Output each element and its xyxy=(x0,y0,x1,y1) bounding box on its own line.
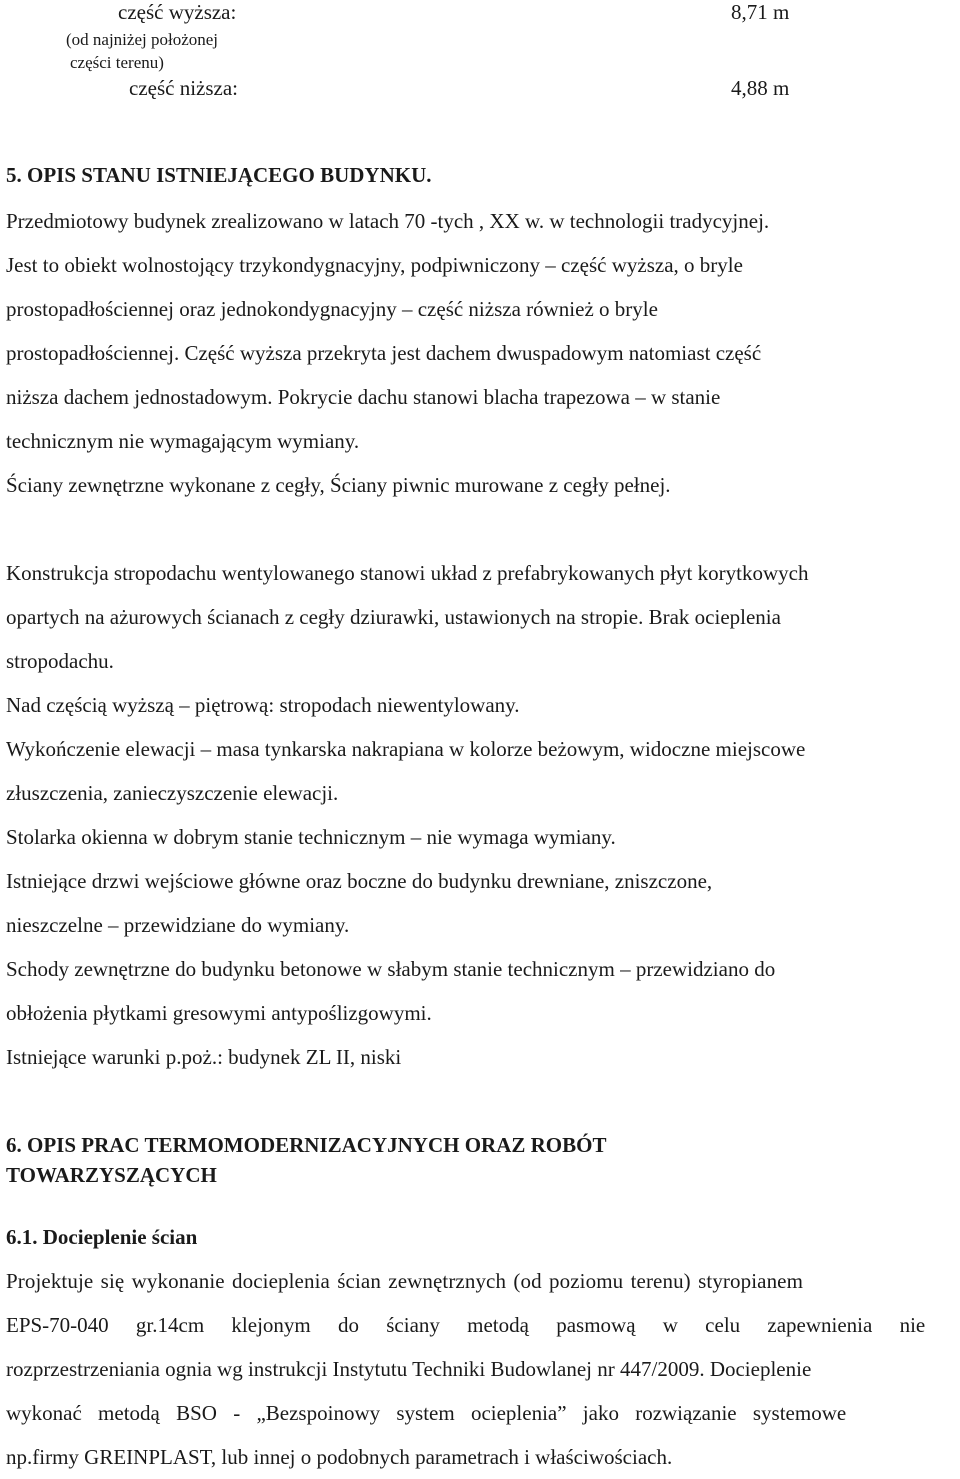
paragraph-line: wykonać metodą BSO - „Bezspoinowy system ocieplenia” jako rozwiązanie systemowe xyxy=(6,1401,847,1425)
paragraph-line: Stolarka okienna w dobrym stanie technicznym – nie wymaga wymiany. xyxy=(6,825,616,849)
paragraph-line: Nad częścią wyższą – piętrową: stropodach niewentylowany. xyxy=(6,693,520,717)
section-5-paragraph-1 xyxy=(6,199,954,507)
paragraph-line: rozprzestrzeniania ognia wg instrukcji Instytutu Techniki Budowlanej nr 447/2009. Docieplenie xyxy=(6,1357,812,1381)
paragraph-line: opartych na ażurowych ścianach z cegły dziurawki, ustawionych na stropie. Brak ocieplenia xyxy=(6,605,781,629)
paragraph-line: technicznym nie wymagającym wymiany. xyxy=(6,429,360,453)
paragraph-line: EPS-70-040 gr.14cm klejonym do ściany metodą pasmową w celu zapewnienia nie xyxy=(6,1313,926,1337)
paragraph-line: złuszczenia, zanieczyszczenie elewacji. xyxy=(6,781,339,805)
paragraph-line: prostopadłościennej oraz jednokondygnacyjny – część niższa również o bryle xyxy=(6,297,658,321)
paragraph-line: Projektuje się wykonanie docieplenia ścian zewnętrznych (od poziomu terenu) styropianem xyxy=(6,1269,804,1293)
upper-part-note-line1: (od najniżej położonej xyxy=(66,30,219,49)
paragraph-line: Wykończenie elewacji – masa tynkarska nakrapiana w kolorze beżowym, widoczne miejscowe xyxy=(6,737,806,761)
paragraph-line: stropodachu. xyxy=(6,649,114,673)
section-5-paragraph-2 xyxy=(6,551,954,1079)
paragraph-line: Przedmiotowy budynek zrealizowano w latach 70 -tych , XX w. w technologii tradycyjnej. xyxy=(6,209,770,233)
section-6-1-subheading: 6.1. Docieplenie ścian xyxy=(6,1225,198,1249)
section-6-heading-line1: 6. OPIS PRAC TERMOMODERNIZACYJNYCH ORAZ ROBÓT xyxy=(6,1133,607,1157)
paragraph-line: Istniejące warunki p.poż.: budynek ZL II, niski xyxy=(6,1045,402,1069)
paragraph-line: nieszczelne – przewidziane do wymiany. xyxy=(6,913,350,937)
section-5-heading: 5. OPIS STANU ISTNIEJĄCEGO BUDYNKU. xyxy=(6,163,432,187)
paragraph-line: Istniejące drzwi wejściowe główne oraz boczne do budynku drewniane, zniszczone, xyxy=(6,869,713,893)
paragraph-line: obłożenia płytkami gresowymi antypoślizgowymi. xyxy=(6,1001,432,1025)
section-6-heading-line2: TOWARZYSZĄCYCH xyxy=(6,1163,217,1187)
lower-part-label: część niższa: xyxy=(129,76,239,100)
paragraph-line: Konstrukcja stropodachu wentylowanego stanowi układ z prefabrykowanych płyt korytkowych xyxy=(6,561,809,585)
paragraph-line: np.firmy GREINPLAST, lub innej o podobnych parametrach i właściwościach. xyxy=(6,1445,673,1469)
lower-part-value: 4,88 m xyxy=(731,76,790,100)
paragraph-line: Schody zewnętrzne do budynku betonowe w słabym stanie technicznym – przewidziano do xyxy=(6,957,776,981)
paragraph-line: prostopadłościennej. Część wyższa przekryta jest dachem dwuspadowym natomiast część xyxy=(6,341,762,365)
upper-part-note-line2: części terenu) xyxy=(70,53,164,72)
paragraph-line: niższa dachem jednostadowym. Pokrycie dachu stanowi blacha trapezowa – w stanie xyxy=(6,385,721,409)
paragraph-line: Ściany zewnętrzne wykonane z cegły, Ściany piwnic murowane z cegły pełnej. xyxy=(6,473,671,497)
paragraph-line: Jest to obiekt wolnostojący trzykondygnacyjny, podpiwniczony – część wyższa, o bryle xyxy=(6,253,743,277)
upper-part-label: część wyższa: xyxy=(118,0,237,24)
section-6-1-paragraph xyxy=(6,1259,954,1479)
upper-part-value: 8,71 m xyxy=(731,0,790,24)
